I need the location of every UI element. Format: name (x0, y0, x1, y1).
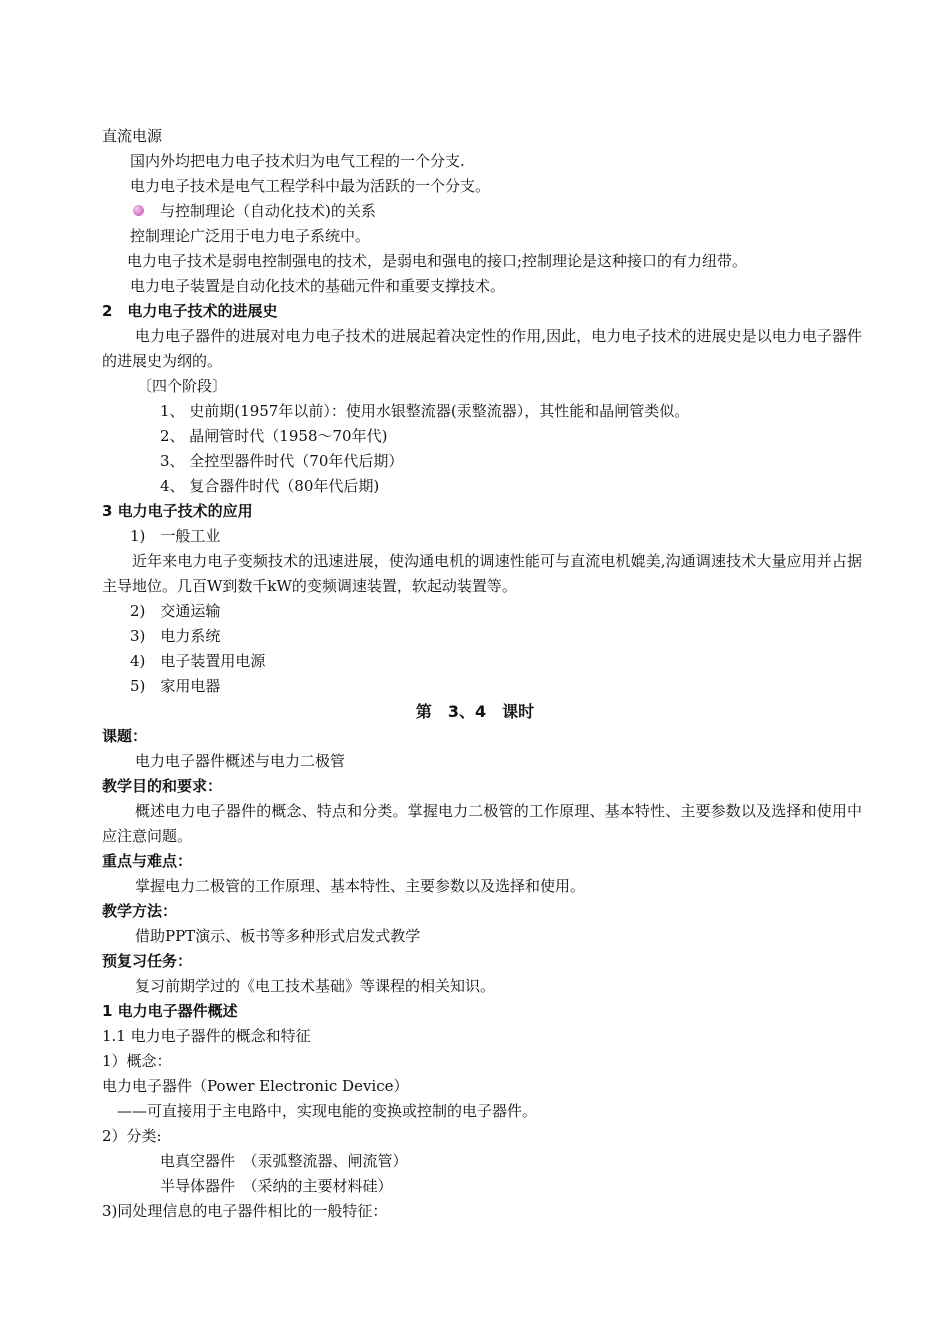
field-label: 重点与难点： (102, 852, 193, 870)
field-value: 电力电子器件概述与电力二极管 (135, 752, 346, 770)
list-item: 3) 电力系统 (130, 627, 221, 645)
list-item: 1、 史前期(1957年以前）：使用水银整流器(汞整流器），其性能和晶闸管类似。 (160, 402, 690, 420)
text-line: 电力电子装置是自动化技术的基础元件和重要支撑技术。 (130, 277, 506, 295)
field-value: 借助PPT演示、板书等多种形式启发式教学 (135, 927, 421, 945)
text-line: 电力电子技术是电气工程学科中最为活跃的一个分支。 (130, 177, 491, 195)
bullet-icon (133, 205, 144, 216)
text-line: 电力电子器件（Power Electronic Device） (102, 1077, 409, 1095)
paragraph: 近年来电力电子变频技术的迅速进展，使沟通电机的调速性能可与直流电机媲美,沟通调速技术大量应用并占据主导地位。几百W到数千kW的变频调速装置，软起动装置等。 (102, 552, 862, 595)
text-line: 〔四个阶段〕 (137, 377, 228, 395)
subsection-heading: 1.1 电力电子器件的概念和特征 (102, 1027, 311, 1045)
list-item: 2、 晶闸管时代（1958～70年代) (160, 427, 388, 445)
text-line: 1）概念： (102, 1052, 172, 1070)
text-line: 与控制理论（自动化技术)的关系 (160, 202, 376, 220)
list-item: 5) 家用电器 (130, 677, 221, 695)
paragraph: 电力电子器件的进展对电力电子技术的进展起着决定性的作用,因此，电力电子技术的进展史是以电力电子器件的进展史为纲的。 (102, 327, 862, 370)
list-item: 4) 电子装置用电源 (130, 652, 266, 670)
list-item: 1) 一般工业 (130, 527, 221, 545)
list-item: 半导体器件 （采纳的主要材料硅） (160, 1177, 393, 1195)
field-value: 复习前期学过的《电工技术基础》等课程的相关知识。 (135, 977, 496, 995)
lesson-title: 第 3、4 课时 (415, 702, 535, 721)
field-value: 概述电力电子器件的概念、特点和分类。掌握电力二极管的工作原理、基本特性、主要参数以及选择和使用中应注意问题。 (102, 802, 862, 845)
text-line: 国内外均把电力电子技术归为电气工程的一个分支. (130, 152, 465, 170)
field-value: 掌握电力二极管的工作原理、基本特性、主要参数以及选择和使用。 (135, 877, 586, 895)
list-item: 电真空器件 （汞弧整流器、闸流管） (160, 1152, 408, 1170)
text-line: 2）分类: (102, 1127, 162, 1145)
section-heading: 2 电力电子技术的进展史 (102, 302, 278, 320)
field-label: 课题： (102, 727, 148, 745)
field-label: 教学目的和要求： (102, 777, 223, 795)
list-item: 3、 全控型器件时代（70年代后期） (160, 452, 404, 470)
text-line: 电力电子技术是弱电控制强电的技术，是弱电和强电的接口;控制理论是这种接口的有力纽带。 (127, 252, 748, 270)
section-heading: 3 电力电子技术的应用 (102, 502, 253, 520)
section-heading: 1 电力电子器件概述 (102, 1002, 238, 1020)
list-item: 4、 复合器件时代（80年代后期) (160, 477, 380, 495)
field-label: 教学方法： (102, 902, 178, 920)
text-line: 控制理论广泛用于电力电子系统中。 (130, 227, 371, 245)
text-line: ——可直接用于主电路中，实现电能的变换或控制的电子器件。 (117, 1102, 538, 1120)
field-label: 预复习任务： (102, 952, 193, 970)
list-item: 2) 交通运输 (130, 602, 221, 620)
text-line: 直流电源 (102, 127, 163, 145)
text-line: 3)同处理信息的电子器件相比的一般特征： (102, 1202, 388, 1220)
